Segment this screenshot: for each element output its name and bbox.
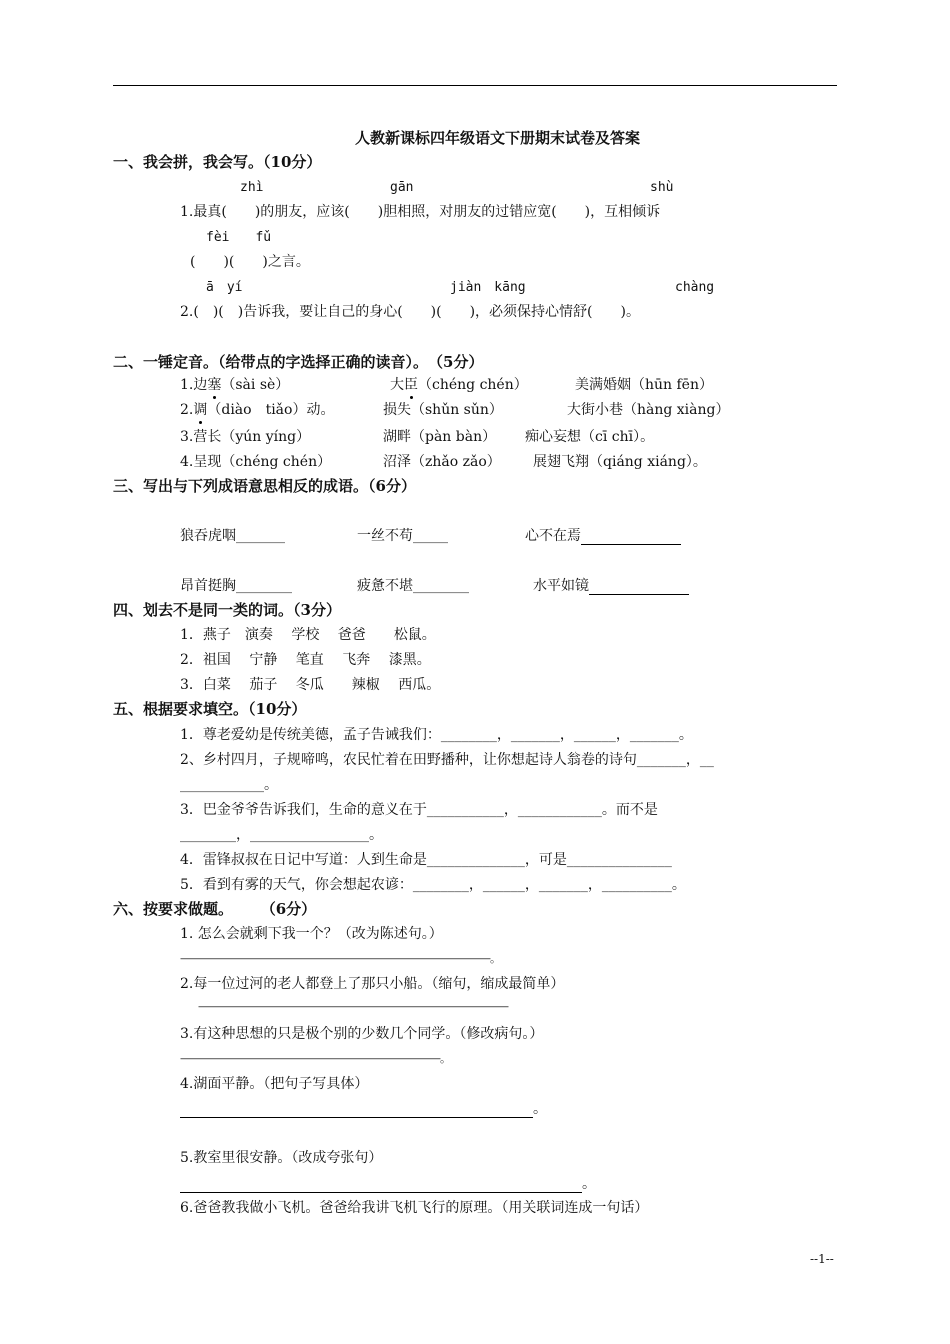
task-6-6: 6.爸爸教我做小飞机。爸爸给我讲飞机飞行的原理。（用关联词连成一句话） xyxy=(180,1200,649,1216)
item-2-2a: 2.调（diào tiǎo）动。 xyxy=(180,402,335,418)
item-2-2b: 损失（shǔn sǔn） xyxy=(383,402,503,418)
group-4-1: 1．燕子 演奏 学校 爸爸 松鼠。 xyxy=(180,627,436,643)
pinyin-zhi: zhì xyxy=(240,180,264,195)
answer-line-6-2: ——————————————————————————————— xyxy=(198,1000,508,1013)
question-1-1-cont: ( )( )之言。 xyxy=(190,254,310,270)
page-title: 人教新课标四年级语文下册期末试卷及答案 xyxy=(355,129,641,147)
section-2-heading: 二、一锤定音。（给带点的字选择正确的读音）。 （5分） xyxy=(113,353,484,371)
answer-line-6-1: ———————————————————————————————。 xyxy=(180,952,500,965)
section-6-heading: 六、按要求做题。 （6分） xyxy=(113,900,317,918)
item-2-3a: 3.营长（yún yíng） xyxy=(180,429,311,445)
pinyin-a-yi: ā yí xyxy=(206,280,243,295)
header-rule xyxy=(113,85,837,86)
item-2-1a: 1.边塞（sài sè） xyxy=(180,377,290,393)
section-4-heading: 四、划去不是同一类的词。（3分） xyxy=(113,601,341,619)
pinyin-jian-kang: jiàn kāng xyxy=(450,280,526,295)
idiom-1: 狼吞虎咽_______ xyxy=(180,528,285,544)
task-6-5: 5.教室里很安静。（改成夸张句） xyxy=(180,1150,383,1166)
idiom-3: 心不在焉 xyxy=(525,527,681,545)
question-1-1: 1.最真( )的朋友，应该( )胆相照，对朋友的过错应宽( )，互相倾诉 xyxy=(180,204,661,220)
answer-line-6-4: 。 xyxy=(180,1100,547,1118)
question-1-2: 2.( )( )告诉我，要让自己的身心( )( )，必须保持心情舒( )。 xyxy=(180,304,640,320)
task-6-4: 4.湖面平静。（把句子写具体） xyxy=(180,1076,369,1092)
pinyin-fei-fu: fèi fǔ xyxy=(206,230,272,245)
fill-5-3: 3．巴金爷爷告诉我们，生命的意义在于___________，____________。而不是 xyxy=(180,802,658,818)
item-2-1b: 大臣（chéng chén） xyxy=(390,377,528,393)
task-6-2: 2.每一位过河的老人都登上了那只小船。（缩句，缩成最简单） xyxy=(180,976,565,992)
item-2-1c: 美满婚姻（hūn fēn） xyxy=(575,377,713,393)
item-2-4c: 展翅飞翔（qiáng xiáng）。 xyxy=(533,454,707,470)
fill-5-2: 2、乡村四月，子规啼鸣，农民忙着在田野播种，让你想起诗人翁卷的诗句_______，__ xyxy=(180,752,714,768)
item-2-3c: 痴心妄想（cī chī）。 xyxy=(525,429,655,445)
fill-5-4: 4．雷锋叔叔在日记中写道：人到生命是______________，可是_______________ xyxy=(180,852,672,868)
fill-5-3-cont: ________，_________________。 xyxy=(180,827,383,843)
pinyin-shu: shù xyxy=(650,180,674,195)
answer-line-6-5: 。 xyxy=(180,1175,596,1193)
section-1-heading: 一、我会拼，我会写。（10分） xyxy=(113,153,322,171)
pinyin-chang: chàng xyxy=(675,280,715,295)
item-2-4b: 沼泽（zhǎo zǎo） xyxy=(383,454,501,470)
group-4-2: 2．祖国 宁静 笔直 飞奔 漆黑。 xyxy=(180,652,431,668)
task-6-1: 1. 怎么会就剩下我一个？（改为陈述句。） xyxy=(180,926,443,942)
group-4-3: 3．白菜 茄子 冬瓜 辣椒 西瓜。 xyxy=(180,677,441,693)
fill-5-1: 1．尊老爱幼是传统美德，孟子告诫我们：________，_______，______，_______。 xyxy=(180,727,693,743)
idiom-5: 疲惫不堪________ xyxy=(357,578,469,594)
section-5-heading: 五、根据要求填空。（10分） xyxy=(113,700,307,718)
task-6-3: 3.有这种思想的只是极个别的少数几个同学。（修改病句。） xyxy=(180,1026,544,1042)
item-2-2c: 大街小巷（hàng xiàng） xyxy=(567,402,730,418)
fill-5-2-cont: ____________。 xyxy=(180,777,278,793)
fill-5-5: 5．看到有雾的天气，你会想起农谚：________，______，_______，__________。 xyxy=(180,877,686,893)
answer-line-6-3: ——————————————————————————。 xyxy=(180,1052,450,1065)
item-2-3b: 湖畔（pàn bàn） xyxy=(383,429,497,445)
page-number: --1-- xyxy=(810,1252,834,1266)
idiom-4: 昂首挺胸________ xyxy=(180,578,292,594)
idiom-6: 水平如镜 xyxy=(533,577,689,595)
idiom-2: 一丝不苟_____ xyxy=(357,528,448,544)
item-2-4a: 4.呈现（chéng chén） xyxy=(180,454,332,470)
pinyin-gan: gān xyxy=(390,180,414,195)
section-3-heading: 三、写出与下列成语意思相反的成语。（6分） xyxy=(113,477,416,495)
